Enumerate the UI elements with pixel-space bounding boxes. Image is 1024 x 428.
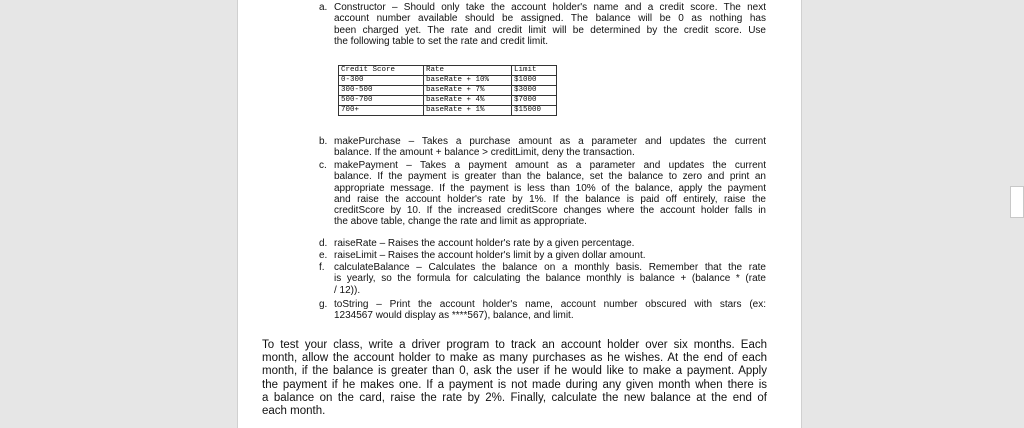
table-cell: baseRate + 10%	[424, 76, 512, 86]
text-line: makePayment – Takes a payment amount as a parameter and updates the current	[334, 160, 766, 171]
text-line: account number available should be assigned. The balance will be 0 as nothing has	[334, 13, 766, 25]
table-cell: baseRate + 4%	[424, 96, 512, 106]
text-line: and raise the account holder's rate by 1%. If the balance is paid off entirely, raise the	[334, 193, 766, 205]
column-header: Rate	[424, 66, 512, 76]
column-header: Limit	[512, 66, 557, 76]
vertical-scrollbar-thumb[interactable]	[1010, 186, 1024, 218]
list-item-calculate-balance	[319, 262, 766, 296]
text-line: month, if the balance is greater than 0, ask the user if he would like to make a payment. Apply	[262, 365, 767, 378]
table-cell: 500-700	[339, 96, 424, 106]
list-marker: b.	[319, 136, 328, 147]
driver-program-paragraph	[262, 339, 767, 418]
text-line: makePurchase – Takes a purchase amount as a parameter and updates the current	[334, 136, 766, 147]
text-line: toString – Print the account holder's name, account number obscured with stars (ex:	[334, 299, 766, 310]
text-line: appropriate message. If the payment is less than 10% of the balance, apply the payment	[334, 182, 766, 194]
table-row	[339, 96, 557, 106]
text-line: raiseRate – Raises the account holder's rate by a given percentage.	[334, 238, 635, 249]
list-item-raise-limit	[319, 250, 766, 261]
list-item-raise-rate	[319, 238, 766, 249]
list-marker: f.	[319, 262, 325, 273]
table-cell: $3000	[512, 86, 557, 96]
text-line: Constructor – Should only take the account holder's name and a credit score. The next	[334, 2, 766, 13]
table-cell: 700+	[339, 106, 424, 116]
text-line: balance. If the payment is greater than the balance, set the balance to zero and print an	[334, 171, 766, 183]
list-item-make-payment	[319, 160, 766, 228]
text-line: is yearly, so the formula for calculating the balance monthly is balance + (balance * (rate	[334, 273, 766, 285]
text-line: the payment if he makes one. If a payment is not made during any given month when there is	[262, 378, 767, 391]
text-line: the above table, change the rate and limit as appropriate.	[334, 216, 587, 228]
text-line: been charged yet. The rate and credit limit will be determined by the credit score. Use	[334, 24, 766, 36]
list-marker: g.	[319, 299, 328, 310]
text-line: 1234567 would display as ****567), balance, and limit.	[334, 310, 574, 322]
list-item-constructor	[319, 2, 766, 47]
text-line: To test your class, write a driver program to track an account holder over six months. Each	[262, 339, 767, 351]
table-cell: $15000	[512, 106, 557, 116]
table-row	[339, 76, 557, 86]
list-marker: c.	[319, 160, 327, 171]
list-item-to-string	[319, 299, 766, 322]
table-cell: $7000	[512, 96, 557, 106]
text-line: each month.	[262, 405, 326, 418]
table-cell: $1000	[512, 76, 557, 86]
table-header-row	[339, 66, 557, 76]
list-marker: e.	[319, 250, 328, 261]
list-marker: d.	[319, 238, 328, 249]
text-line: calculateBalance – Calculates the balance on a monthly basis. Remember that the rate	[334, 262, 766, 273]
table-cell: 0-300	[339, 76, 424, 86]
rate-limit-table	[338, 65, 557, 116]
table-cell: 300-500	[339, 86, 424, 96]
text-line: creditScore by 10. If the increased creditScore changes where the account holder falls in	[334, 205, 766, 217]
text-line: raiseLimit – Raises the account holder's limit by a given dollar amount.	[334, 250, 646, 261]
table-cell: baseRate + 7%	[424, 86, 512, 96]
table-cell: baseRate + 1%	[424, 106, 512, 116]
text-line: month, allow the account holder to make as many purchases as he wishes. At the end of each	[262, 352, 767, 365]
text-line: / 12)).	[334, 284, 361, 296]
text-line: balance. If the amount + balance > creditLimit, deny the transaction.	[334, 147, 635, 159]
column-header: Credit Score	[339, 66, 424, 76]
list-item-make-purchase	[319, 136, 766, 159]
table-row	[339, 106, 557, 116]
text-line: the following table to set the rate and credit limit.	[334, 35, 549, 47]
table-row	[339, 86, 557, 96]
list-marker: a.	[319, 2, 328, 13]
text-line: a balance on the card, raise the rate by 2%. Finally, calculate the new balance at the end of	[262, 391, 767, 404]
